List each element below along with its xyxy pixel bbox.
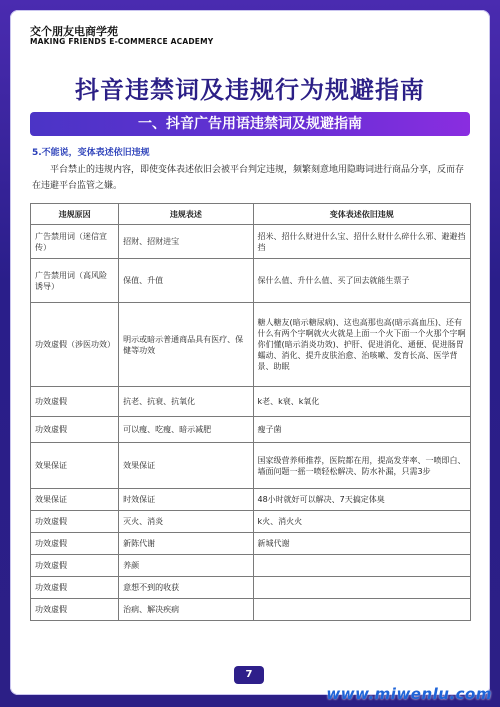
cell-expression: 新陈代谢 — [119, 533, 253, 555]
cell-reason: 效果保证 — [31, 443, 119, 489]
table-row — [31, 225, 471, 259]
cell-variant: k老、k衰、k氧化 — [253, 387, 471, 417]
page-number: 7 — [234, 666, 264, 684]
cell-expression: 养颜 — [119, 555, 253, 577]
header-variant: 变体表述依旧违规 — [253, 204, 471, 225]
cell-reason: 功效虚假 — [31, 511, 119, 533]
table-row — [31, 489, 471, 511]
table-row — [31, 599, 471, 621]
table-row — [31, 387, 471, 417]
subheading: 5.不能说，变体表述依旧违规 — [32, 148, 150, 158]
cell-reason: 功效虚假 — [31, 417, 119, 443]
table-header-row — [31, 204, 471, 225]
site-watermark: www.miwenlu.com — [326, 685, 492, 703]
cell-reason: 功效虚假 — [31, 599, 119, 621]
cell-variant: 糖人糖友(暗示糖尿病)、这也高那也高(暗示高血压)、还有什么有两个字啊就火火就是上面一个火下面一个火那个字啊你们懂(暗示消炎功效)、护肝、促进消化、通便、促进肠胃蠕动、消化、提升皮肤治愈、治咳嗽、发育长高、医学背景、助眠 — [253, 303, 471, 387]
cell-variant: 新城代谢 — [253, 533, 471, 555]
cell-variant: 国家级营养师推荐，医院都在用，提高发芽率、一喷即白、墙面问题一摇一喷轻松解决、防水补漏，只需3步 — [253, 443, 471, 489]
cell-variant — [253, 555, 471, 577]
violation-table — [30, 203, 471, 621]
header-reason: 违规原因 — [31, 204, 119, 225]
cell-variant: 保什么值、升什么值、买了回去就能生票子 — [253, 259, 471, 303]
table-row — [31, 443, 471, 489]
table-row — [31, 555, 471, 577]
cell-reason: 功效虚假 — [31, 387, 119, 417]
section-title: 一、抖音广告用语违禁词及规避指南 — [138, 116, 362, 132]
cell-expression: 灭火、消炎 — [119, 511, 253, 533]
cell-variant — [253, 577, 471, 599]
brand-name-cn: 交个朋友电商学苑 — [30, 25, 118, 38]
cell-variant: 48小时就好可以解决、7天搞定体臭 — [253, 489, 471, 511]
cell-variant: 招米、招什么财进什么宝、招什么财什么碎什么邪、避避挡挡 — [253, 225, 471, 259]
intro-paragraph: 平台禁止的违规内容，即使变体表述依旧会被平台判定违规，频繁刻意地用隐晦词进行商品分享，反而存在违避平台监管之嫌。 — [32, 165, 465, 191]
section-banner — [30, 112, 470, 136]
brand-name-en: MAKING FRIENDS E-COMMERCE ACADEMY — [30, 37, 214, 46]
cell-variant — [253, 599, 471, 621]
cell-expression: 时效保证 — [119, 489, 253, 511]
cell-expression: 效果保证 — [119, 443, 253, 489]
cell-expression: 可以瘦、吃瘦、暗示减肥 — [119, 417, 253, 443]
cell-variant: k火、消火火 — [253, 511, 471, 533]
table-row — [31, 511, 471, 533]
table-row — [31, 259, 471, 303]
table-row — [31, 577, 471, 599]
cell-reason: 效果保证 — [31, 489, 119, 511]
header-expression: 违规表述 — [119, 204, 253, 225]
cell-expression: 招财、招财进宝 — [119, 225, 253, 259]
table-row — [31, 303, 471, 387]
cell-expression: 抗老、抗衰、抗氧化 — [119, 387, 253, 417]
cell-reason: 功效虚假 — [31, 555, 119, 577]
cell-reason: 广告禁用词（高风险诱导） — [31, 259, 119, 303]
page-title: 抖音违禁词及违规行为规避指南 — [75, 76, 425, 104]
cell-expression: 治病、解决疾病 — [119, 599, 253, 621]
cell-reason: 功效虚假 — [31, 577, 119, 599]
cell-reason: 功效虚假（涉医功效） — [31, 303, 119, 387]
table-row — [31, 533, 471, 555]
cell-expression: 明示或暗示普通商品具有医疗、保健等功效 — [119, 303, 253, 387]
cell-reason: 功效虚假 — [31, 533, 119, 555]
cell-expression: 保值、升值 — [119, 259, 253, 303]
cell-reason: 广告禁用词（迷信宣传） — [31, 225, 119, 259]
cell-variant: 瘦子菌 — [253, 417, 471, 443]
cell-expression: 意想不到的收获 — [119, 577, 253, 599]
table-row — [31, 417, 471, 443]
